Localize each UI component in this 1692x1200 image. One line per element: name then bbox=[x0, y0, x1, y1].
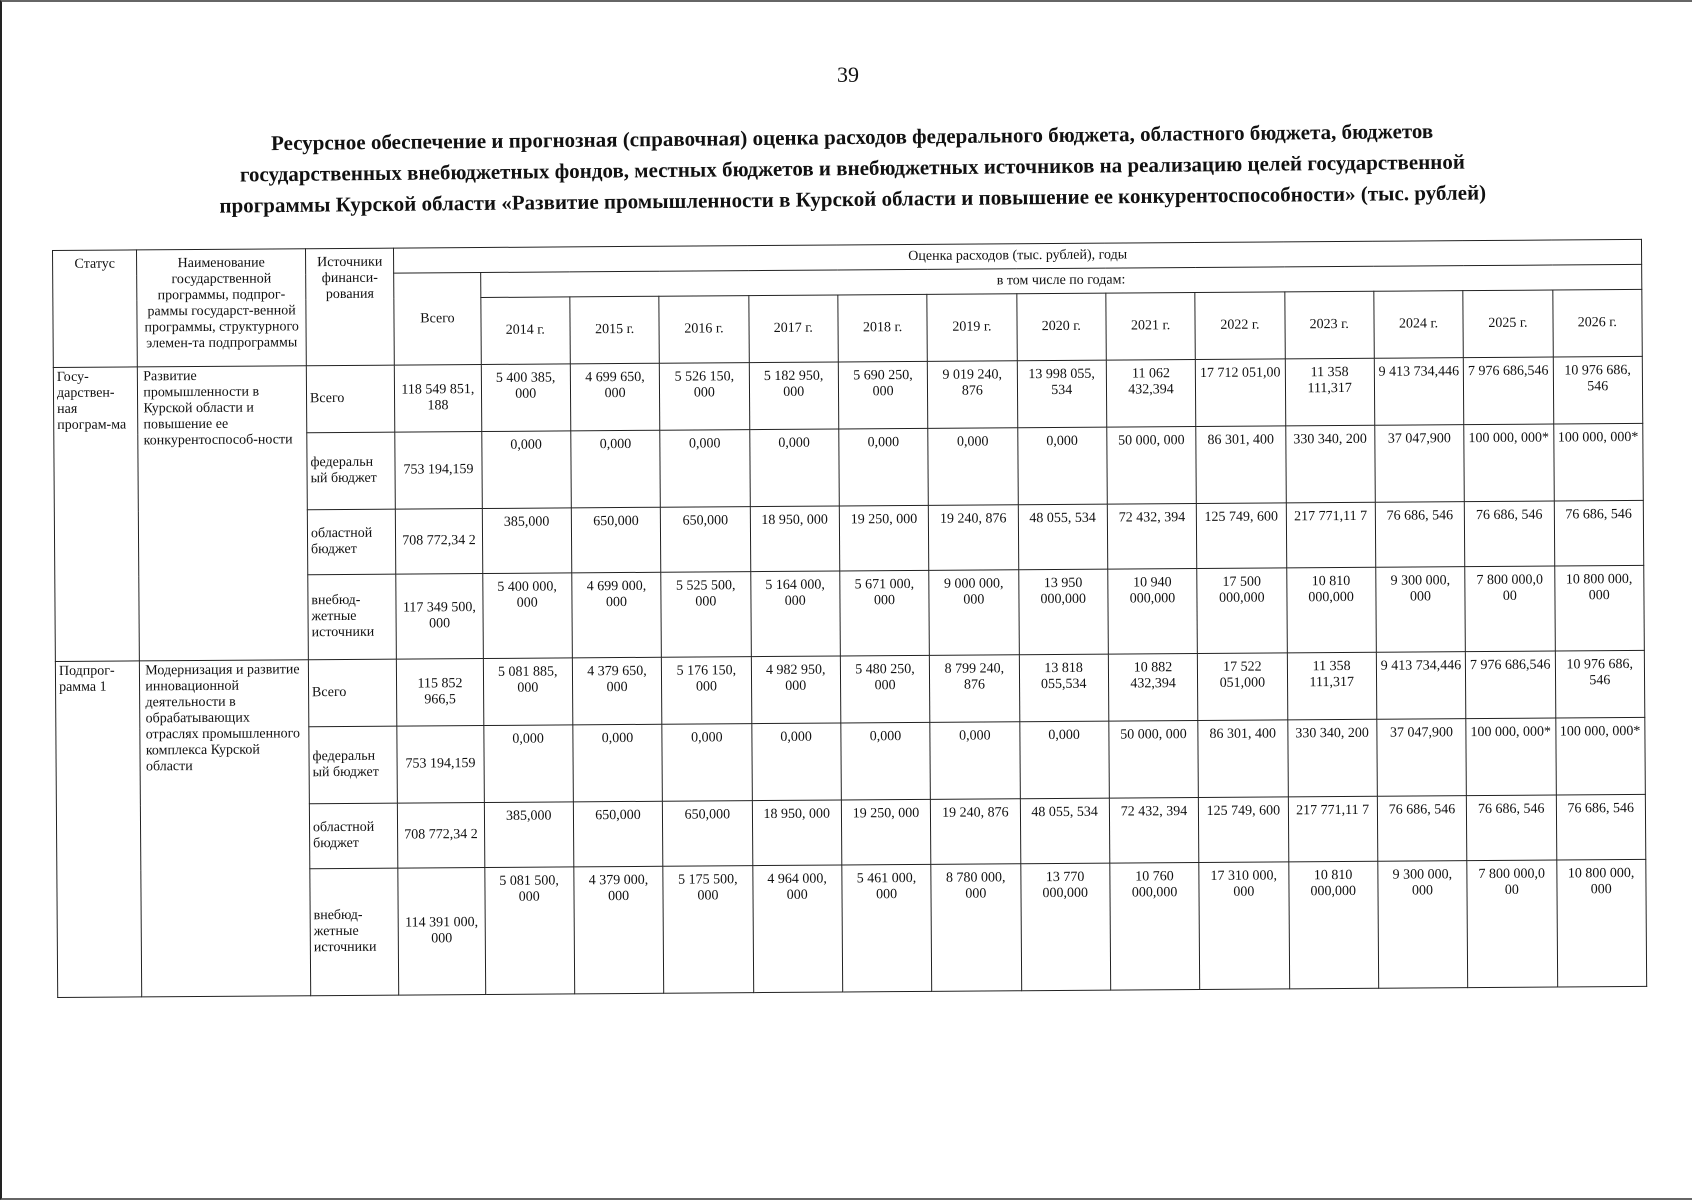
year-value-cell: 13 998 055, 534 bbox=[1017, 360, 1107, 428]
year-value-cell: 76 686, 546 bbox=[1556, 794, 1646, 860]
year-value-cell: 5 671 000, 000 bbox=[840, 570, 930, 656]
year-value-cell: 76 686, 546 bbox=[1375, 502, 1465, 568]
year-value-cell: 8 799 240, 876 bbox=[930, 655, 1020, 723]
year-value-cell: 72 432, 394 bbox=[1109, 798, 1199, 864]
year-value-cell: 5 690 250, 000 bbox=[838, 361, 928, 429]
header-year: 2018 г. bbox=[838, 294, 928, 362]
year-value-cell: 650,000 bbox=[571, 507, 661, 573]
header-estimate: Оценка расходов (тыс. рублей), годы bbox=[394, 239, 1642, 273]
year-value-cell: 330 340, 200 bbox=[1285, 425, 1375, 503]
year-value-cell: 50 000, 000 bbox=[1109, 721, 1199, 799]
year-value-cell: 5 400 385, 000 bbox=[481, 364, 571, 432]
year-value-cell: 0,000 bbox=[571, 430, 661, 508]
year-value-cell: 7 800 000,0 00 bbox=[1467, 860, 1557, 988]
status-cell: Госу-дарствен-ная програм-ма bbox=[53, 367, 139, 662]
year-value-cell: 17 500 000,000 bbox=[1197, 568, 1287, 654]
year-value-cell: 10 810 000,000 bbox=[1286, 567, 1376, 653]
year-value-cell: 0,000 bbox=[749, 429, 839, 507]
year-value-cell: 100 000, 000* bbox=[1553, 423, 1643, 501]
year-value-cell: 10 976 686, 546 bbox=[1555, 650, 1645, 718]
funding-source-cell: областной бюджет bbox=[307, 509, 396, 575]
page-number: 39 bbox=[837, 62, 859, 87]
year-value-cell: 13 770 000,000 bbox=[1020, 863, 1110, 991]
header-year: 2020 г. bbox=[1016, 293, 1106, 361]
year-value-cell: 18 950, 000 bbox=[752, 800, 842, 866]
year-value-cell: 5 525 500, 000 bbox=[661, 572, 751, 658]
year-value-cell: 7 976 686,546 bbox=[1463, 357, 1553, 425]
header-name: Наименование государственной программы, подпрог-раммы государст-венной программы, структурного элемен-та подпрограммы bbox=[137, 249, 306, 367]
year-value-cell: 76 686, 546 bbox=[1467, 795, 1557, 861]
year-value-cell: 10 882 432,394 bbox=[1108, 654, 1198, 722]
year-value-cell: 217 771,11 7 bbox=[1288, 796, 1378, 862]
year-value-cell: 4 379 000, 000 bbox=[574, 866, 664, 994]
header-year: 2022 г. bbox=[1195, 292, 1285, 360]
year-value-cell: 385,000 bbox=[482, 508, 572, 574]
year-value-cell: 13 950 000,000 bbox=[1018, 569, 1108, 655]
year-value-cell: 9 300 000, 000 bbox=[1378, 861, 1468, 989]
header-year: 2021 г. bbox=[1106, 293, 1196, 361]
year-value-cell: 330 340, 200 bbox=[1287, 719, 1377, 797]
funding-source-cell: федеральн ый бюджет bbox=[309, 726, 398, 804]
budget-table-wrapper bbox=[52, 239, 1647, 998]
year-value-cell: 9 413 734,446 bbox=[1374, 358, 1464, 426]
year-value-cell: 100 000, 000* bbox=[1464, 424, 1554, 502]
year-value-cell: 0,000 bbox=[751, 723, 841, 801]
year-value-cell: 19 250, 000 bbox=[839, 505, 929, 571]
total-cell: 753 194,159 bbox=[395, 432, 482, 510]
year-value-cell: 0,000 bbox=[662, 724, 752, 802]
header-year: 2014 г. bbox=[480, 297, 570, 365]
year-value-cell: 0,000 bbox=[483, 725, 573, 803]
table-row bbox=[53, 356, 1642, 434]
year-value-cell: 5 182 950, 000 bbox=[749, 362, 839, 430]
header-source: Источники финанси-рования bbox=[305, 248, 394, 366]
year-value-cell: 9 413 734,446 bbox=[1376, 652, 1466, 720]
year-value-cell: 48 055, 534 bbox=[1018, 504, 1108, 570]
total-cell: 115 852 966,5 bbox=[397, 659, 484, 727]
year-value-cell: 76 686, 546 bbox=[1377, 796, 1467, 862]
year-value-cell: 11 358 111,317 bbox=[1287, 652, 1377, 720]
year-value-cell: 10 976 686, 546 bbox=[1553, 356, 1643, 424]
year-value-cell: 10 800 000, 000 bbox=[1554, 565, 1644, 651]
year-value-cell: 9 000 000, 000 bbox=[929, 570, 1019, 656]
total-cell: 117 349 500, 000 bbox=[396, 574, 483, 660]
total-cell: 753 194,159 bbox=[397, 725, 484, 803]
year-value-cell: 0,000 bbox=[841, 722, 931, 800]
header-year: 2015 г. bbox=[570, 296, 660, 364]
year-value-cell: 5 164 000, 000 bbox=[750, 571, 840, 657]
header-year: 2024 г. bbox=[1374, 291, 1464, 359]
table-row bbox=[55, 650, 1644, 728]
year-value-cell: 48 055, 534 bbox=[1020, 798, 1110, 864]
year-value-cell: 11 062 432,394 bbox=[1106, 360, 1196, 428]
year-value-cell: 0,000 bbox=[573, 724, 663, 802]
year-value-cell: 10 760 000,000 bbox=[1110, 863, 1200, 991]
year-value-cell: 50 000, 000 bbox=[1107, 427, 1197, 505]
total-cell: 114 391 000, 000 bbox=[398, 867, 485, 995]
year-value-cell: 10 800 000, 000 bbox=[1556, 859, 1646, 987]
year-value-cell: 4 699 000, 000 bbox=[572, 572, 662, 658]
budget-table bbox=[52, 239, 1647, 998]
year-value-cell: 17 522 051,000 bbox=[1198, 653, 1288, 721]
year-value-cell: 17 310 000, 000 bbox=[1199, 862, 1289, 990]
year-value-cell: 0,000 bbox=[1019, 721, 1109, 799]
header-year: 2023 г. bbox=[1284, 291, 1374, 359]
header-by-years: в том числе по годам: bbox=[480, 264, 1642, 297]
year-value-cell: 5 175 500, 000 bbox=[663, 866, 753, 994]
title-line-2: государственных внебюджетных фондов, местных бюджетов и внебюджетных источников на реализацию целей государственной bbox=[239, 149, 1466, 187]
year-value-cell: 100 000, 000* bbox=[1555, 717, 1645, 795]
year-value-cell: 4 379 650, 000 bbox=[572, 657, 662, 725]
funding-source-cell: внебюд-жетные источники bbox=[310, 868, 399, 996]
year-value-cell: 10 940 000,000 bbox=[1108, 569, 1198, 655]
header-year: 2025 г. bbox=[1463, 290, 1553, 358]
year-value-cell: 5 526 150, 000 bbox=[660, 363, 750, 431]
year-value-cell: 8 780 000, 000 bbox=[931, 864, 1021, 992]
year-value-cell: 650,000 bbox=[573, 801, 663, 867]
year-value-cell: 650,000 bbox=[663, 801, 753, 867]
status-cell: Подпрог-рамма 1 bbox=[55, 661, 142, 998]
year-value-cell: 10 810 000,000 bbox=[1288, 861, 1378, 989]
year-value-cell: 5 461 000, 000 bbox=[842, 864, 932, 992]
budget-table-body bbox=[53, 356, 1646, 997]
year-value-cell: 5 400 000, 000 bbox=[482, 573, 572, 659]
program-name-cell: Развитие промышленности в Курской области и повышение ее конкурентоспособ-ности bbox=[138, 366, 309, 661]
year-value-cell: 0,000 bbox=[839, 428, 929, 506]
year-value-cell: 4 699 650, 000 bbox=[570, 363, 660, 431]
year-value-cell: 9 019 240, 876 bbox=[928, 361, 1018, 429]
year-value-cell: 17 712 051,00 bbox=[1195, 359, 1285, 427]
total-cell: 708 772,34 2 bbox=[396, 509, 483, 575]
year-value-cell: 5 480 250, 000 bbox=[840, 655, 930, 723]
year-value-cell: 76 686, 546 bbox=[1464, 501, 1554, 567]
year-value-cell: 125 749, 600 bbox=[1197, 503, 1287, 569]
year-value-cell: 86 301, 400 bbox=[1196, 426, 1286, 504]
funding-source-cell: федеральн ый бюджет bbox=[307, 432, 396, 510]
year-value-cell: 72 432, 394 bbox=[1107, 504, 1197, 570]
year-value-cell: 13 818 055,534 bbox=[1019, 654, 1109, 722]
year-value-cell: 11 358 111,317 bbox=[1285, 358, 1375, 426]
year-value-cell: 19 250, 000 bbox=[841, 799, 931, 865]
total-cell: 118 549 851, 188 bbox=[395, 365, 482, 433]
header-total: Всего bbox=[394, 273, 481, 366]
year-value-cell: 9 300 000, 000 bbox=[1376, 567, 1466, 653]
year-value-cell: 650,000 bbox=[661, 507, 751, 573]
year-value-cell: 385,000 bbox=[484, 802, 574, 868]
year-value-cell: 7 976 686,546 bbox=[1466, 651, 1556, 719]
year-value-cell: 0,000 bbox=[930, 722, 1020, 800]
year-value-cell: 0,000 bbox=[660, 430, 750, 508]
year-value-cell: 7 800 000,0 00 bbox=[1465, 566, 1555, 652]
year-value-cell: 4 982 950, 000 bbox=[751, 656, 841, 724]
year-value-cell: 0,000 bbox=[928, 428, 1018, 506]
document-title bbox=[92, 114, 1613, 223]
header-year: 2019 г. bbox=[927, 294, 1017, 362]
year-value-cell: 100 000, 000* bbox=[1466, 718, 1556, 796]
year-value-cell: 19 240, 876 bbox=[931, 799, 1021, 865]
total-cell: 708 772,34 2 bbox=[398, 802, 485, 868]
funding-source-cell: внебюд-жетные источники bbox=[308, 574, 397, 660]
year-value-cell: 4 964 000, 000 bbox=[752, 865, 842, 993]
year-value-cell: 0,000 bbox=[1017, 427, 1107, 505]
year-value-cell: 5 176 150, 000 bbox=[662, 657, 752, 725]
funding-source-cell: Всего bbox=[308, 659, 397, 727]
header-year: 2017 г. bbox=[748, 295, 838, 363]
year-value-cell: 86 301, 400 bbox=[1198, 720, 1288, 798]
year-value-cell: 5 081 500, 000 bbox=[484, 867, 574, 995]
title-line-3: программы Курской области «Развитие промышленности в Курской области и повышение ее конкурентоспособности» (тыс. рублей) bbox=[219, 180, 1487, 218]
header-year: 2026 г. bbox=[1552, 289, 1642, 357]
year-value-cell: 19 240, 876 bbox=[929, 505, 1019, 571]
year-value-cell: 5 081 885, 000 bbox=[483, 658, 573, 726]
program-name-cell: Модернизация и развитие инновационной деятельности в обрабатывающих отраслях промышленного комплекса Курской области bbox=[140, 660, 311, 997]
year-value-cell: 125 749, 600 bbox=[1199, 797, 1289, 863]
title-line-1: Ресурсное обеспечение и прогнозная (справочная) оценка расходов федерального бюджета, областного бюджета, бюджетов bbox=[270, 118, 1434, 156]
header-year: 2016 г. bbox=[659, 296, 749, 364]
year-value-cell: 37 047,900 bbox=[1375, 425, 1465, 503]
year-value-cell: 18 950, 000 bbox=[750, 506, 840, 572]
year-value-cell: 217 771,11 7 bbox=[1286, 502, 1376, 568]
header-status: Статус bbox=[53, 250, 138, 368]
year-value-cell: 76 686, 546 bbox=[1554, 500, 1644, 566]
funding-source-cell: Всего bbox=[306, 365, 395, 433]
year-value-cell: 0,000 bbox=[481, 431, 571, 509]
funding-source-cell: областной бюджет bbox=[309, 803, 398, 869]
year-value-cell: 37 047,900 bbox=[1377, 719, 1467, 797]
